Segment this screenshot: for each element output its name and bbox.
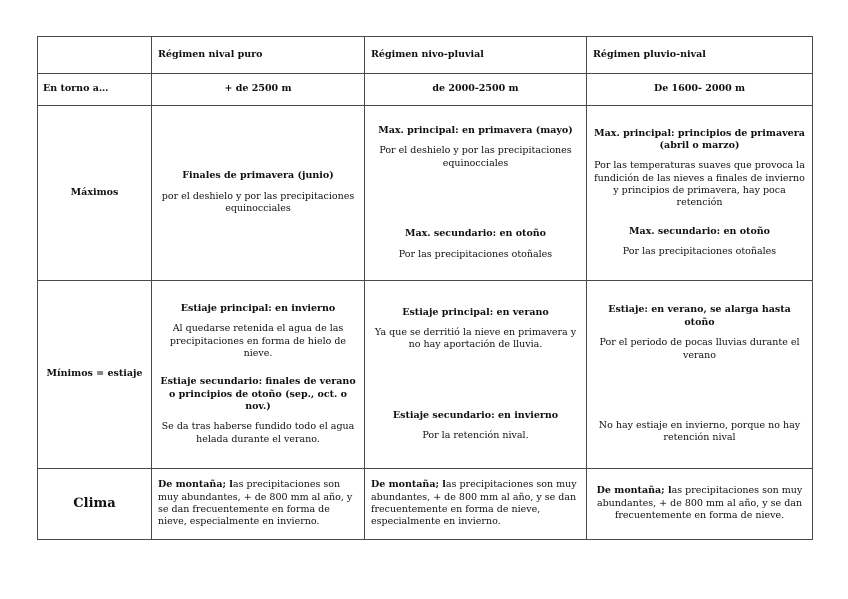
clima-nivo-pluvial <box>365 469 587 540</box>
minimos-nivo-pluvial-text2: Por la retención nival. <box>422 430 529 442</box>
altitude-nivo-pluvial: de 2000-2500 m <box>365 74 587 106</box>
maximos-pluvio-nival-text1: Por las temperaturas suaves que provoca la fundición de las nieves a finales de invierno y principios de primavera, hay poca retención <box>594 160 805 209</box>
minimos-nival-title2: Estiaje secundario: finales de verano o principios de otoño (sep., oct. o nov.) <box>160 376 356 413</box>
maximos-nivo-pluvial <box>365 106 587 281</box>
clima-nival-lead: De montaña; l <box>158 479 233 491</box>
header-pluvio-nival: Régimen pluvio-nival <box>587 37 813 74</box>
maximos-nival-text: por el deshielo y por las precipitaciones equinocciales <box>161 190 355 215</box>
maximos-nival <box>152 106 365 281</box>
header-nivo-pluvial: Régimen nivo-pluvial <box>365 37 587 74</box>
minimos-nivo-pluvial-title2: Estiaje secundario: en invierno <box>392 409 559 421</box>
altitude-label: En torno a… <box>38 74 152 106</box>
minimos-nival-title1: Estiaje principal: en invierno <box>180 302 336 314</box>
minimos-label: Mínimos = estiaje <box>38 281 152 469</box>
maximos-label: Máximos <box>38 106 152 281</box>
minimos-pluvio-nival-title1: Estiaje: en verano, se alarga hasta otoño <box>608 304 791 328</box>
minimos-nivo-pluvial <box>365 281 587 469</box>
clima-nival <box>152 469 365 540</box>
clima-pluvio-nival <box>587 469 813 540</box>
minimos-pluvio-nival-text2: No hay estiaje en invierno, porque no hay retención nival <box>598 419 801 444</box>
minimos-nival <box>152 281 365 469</box>
clima-pluvio-nival-lead: De montaña; l <box>596 485 672 497</box>
altitude-row <box>38 74 813 106</box>
corner-cell <box>38 37 152 74</box>
maximos-nivo-pluvial-title2: Max. secundario: en otoño <box>404 228 547 240</box>
clima-row <box>38 469 813 540</box>
maximos-nivo-pluvial-title1: Max. principal: en primavera (mayo) <box>378 125 573 137</box>
header-row <box>38 37 813 74</box>
minimos-row <box>38 281 813 469</box>
clima-nivo-pluvial-text: as precipitaciones son muy abundantes, + de 800 mm al año, y se dan frecuentemente en forma de nieve, especialmente en invierno. <box>371 479 577 528</box>
maximos-nivo-pluvial-text1: Por el deshielo y por las precipitaciones equinocciales <box>379 145 572 169</box>
maximos-nival-title: Finales de primavera (junio) <box>182 170 334 182</box>
minimos-nivo-pluvial-text1: Ya que se derritió la nieve en primavera y no hay aportación de lluvia. <box>374 326 577 351</box>
minimos-pluvio-nival <box>587 281 813 469</box>
minimos-pluvio-nival-text1: Por el periodo de pocas lluvias durante el verano <box>599 337 800 361</box>
altitude-pluvio-nival: De 1600- 2000 m <box>587 74 813 106</box>
maximos-pluvio-nival <box>587 106 813 281</box>
minimos-nival-text2: Se da tras haberse fundido todo el agua helada durante el verano. <box>161 421 355 445</box>
minimos-nival-text1: Al quedarse retenida el agua de las precipitaciones en forma de hielo de nieve. <box>169 323 347 359</box>
maximos-pluvio-nival-text2: Por las precipitaciones otoñales <box>622 246 777 258</box>
maximos-pluvio-nival-title2: Max. secundario: en otoño <box>628 225 771 237</box>
minimos-nivo-pluvial-title1: Estiaje principal: en verano <box>402 306 549 318</box>
altitude-nival: + de 2500 m <box>152 74 365 106</box>
maximos-nivo-pluvial-text2: Por las precipitaciones otoñales <box>398 248 553 260</box>
clima-pluvio-nival-text: as precipitaciones son muy abundantes, + de 800 mm al año, y se dan frecuentemente en forma de nieve. <box>596 485 803 522</box>
clima-nivo-pluvial-lead: De montaña; l <box>371 479 446 491</box>
regimes-table <box>37 36 813 540</box>
header-nival: Régimen nival puro <box>152 37 365 74</box>
maximos-pluvio-nival-title1: Max. principal: principios de primavera (abril o marzo) <box>594 127 805 151</box>
clima-nival-text: as precipitaciones son muy abundantes, + de 800 mm al año, y se dan frecuentemente en forma de nieve, especialmente en invierno. <box>158 479 353 528</box>
clima-label: Clima <box>38 469 152 540</box>
maximos-row <box>38 106 813 281</box>
